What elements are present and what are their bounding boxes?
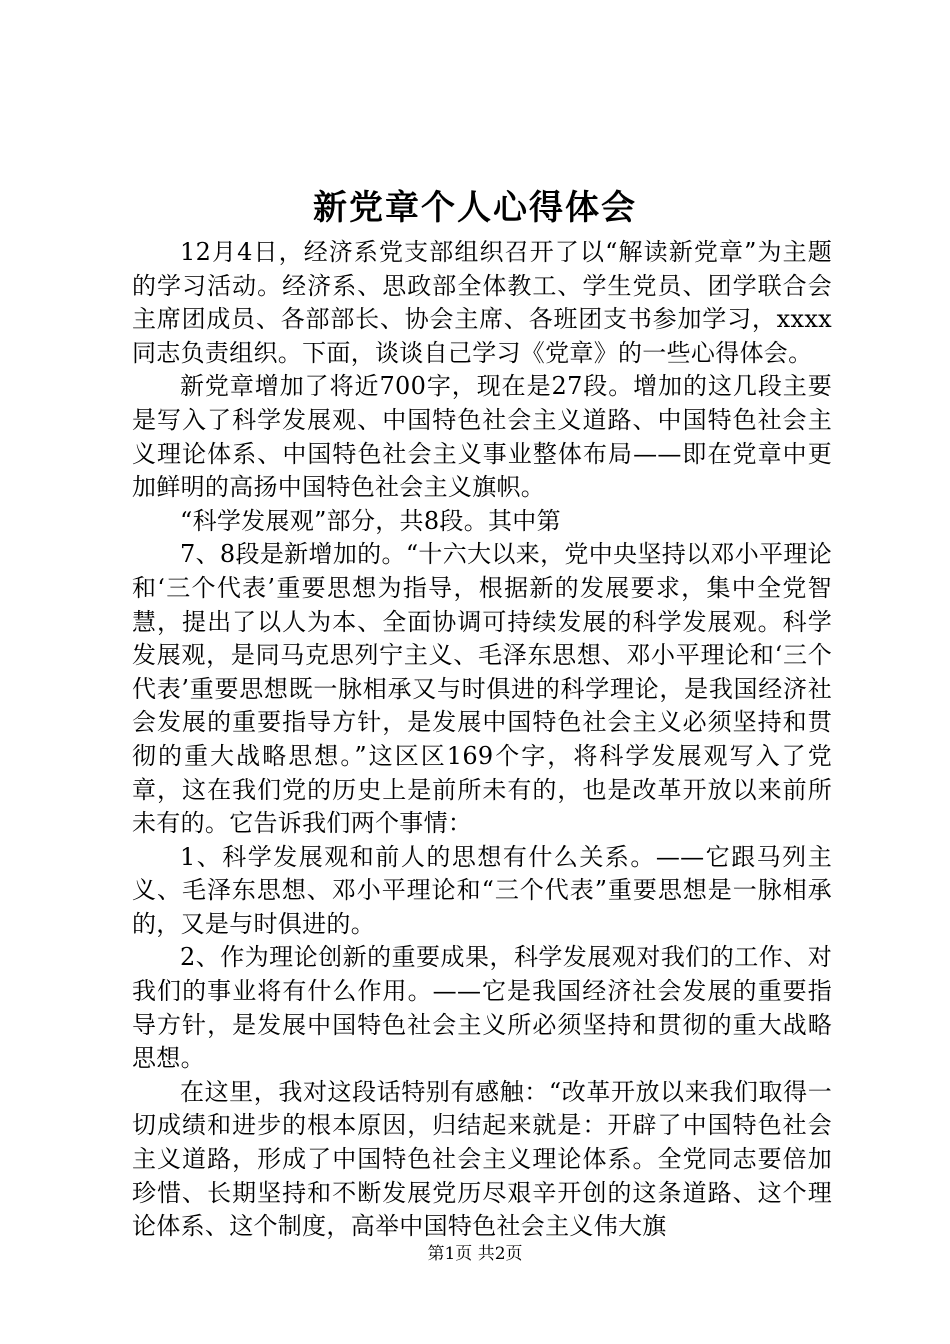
paragraph-intro: 12月4日，经济系党支部组织召开了以“解读新党章”为主题的学习活动。经济系、思政部全体教工、学生党员、团学联合会主席团成员、各部部长、协会主席、各班团支书参加学习，xxxx同志负责组织。下面，谈谈自己学习《党章》的一些心得体会。 [132,238,832,367]
document-title: 新党章个人心得体会 [313,188,637,228]
paragraph-point-two: 2、作为理论创新的重要成果，科学发展观对我们的工作、对我们的事业将有什么作用。——它是我国经济社会发展的重要指导方针，是发展中国特色社会主义所必须坚持和贯彻的重大战略思想。 [132,943,832,1073]
paragraph-new-sections: 7、8段是新增加的。“十六大以来，党中央坚持以邓小平理论和‘三个代表’重要思想为指导，根据新的发展要求，集中全党智慧，提出了以人为本、全面协调可持续发展的科学发展观。科学发展观，是同马克思列宁主义、毛泽东思想、邓小平理论和‘三个代表’重要思想既一脉相承又与时俱进的科学理论，是我国经济社会发展的重要指导方针，是发展中国特色社会主义必须坚持和贯彻的重大战略思想。”这区区169个字，将科学发展观写入了党章，这在我们党的历史上是前所未有的，也是改革开放以来前所未有的。它告诉我们两个事情： [132,540,832,838]
document-body [132,236,832,1244]
page-number-footer: 第1页 共2页 [427,1244,523,1264]
paragraph-point-one: 1、科学发展观和前人的思想有什么关系。——它跟马列主义、毛泽东思想、邓小平理论和“三个代表”重要思想是一脉相承的，又是与时俱进的。 [132,842,832,938]
paragraph-reflection: 在这里，我对这段话特别有感触：“改革开放以来我们取得一切成绩和进步的根本原因，归结起来就是：开辟了中国特色社会主义道路，形成了中国特色社会主义理论体系。全党同志要倍加珍惜、长期坚持和不断发展党历尽艰辛开创的这条道路、这个理论体系、这个制度，高举中国特色社会主义伟大旗 [132,1077,832,1241]
paragraph-scientific-development: “科学发展观”部分，共8段。其中第 [180,506,561,535]
paragraph-additions: 新党章增加了将近700字，现在是27段。增加的这几段主要是写入了科学发展观、中国特色社会主义道路、中国特色社会主义理论体系、中国特色社会主义事业整体布局——即在党章中更加鲜明的高扬中国特色社会主义旗帜。 [132,372,832,502]
